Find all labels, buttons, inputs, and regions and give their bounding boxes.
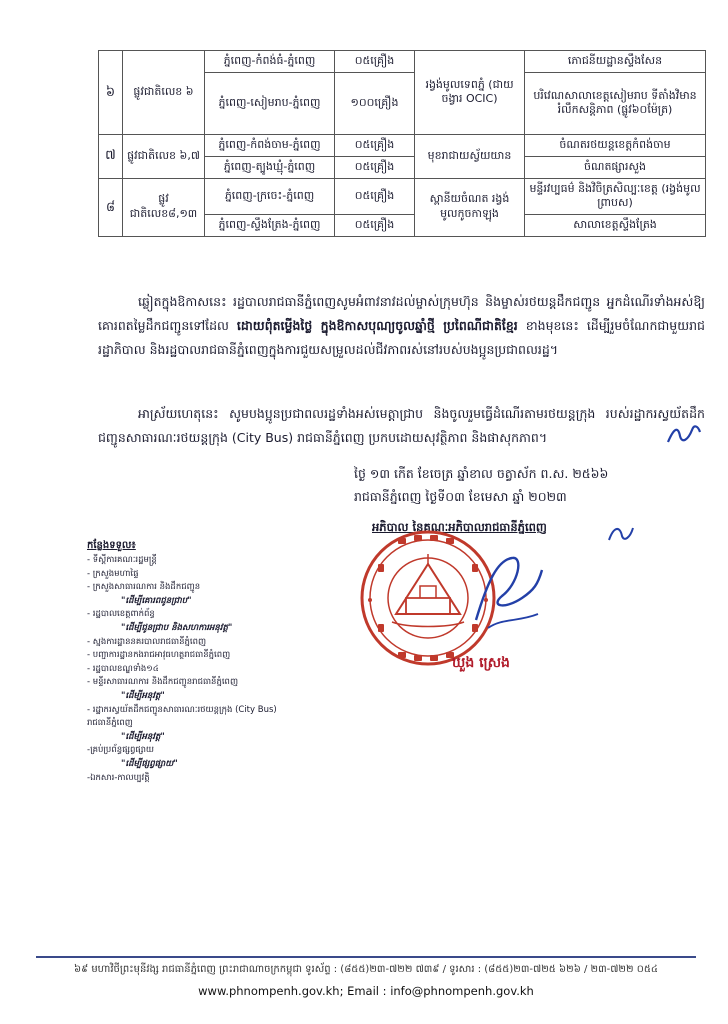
bus-count: ០៥គ្រឿង	[335, 178, 415, 215]
destination: ចំណតផ្សារសួង	[525, 156, 706, 178]
recipient-item: -ឯកសារ-កាលប្បវត្តិ	[87, 772, 150, 783]
recipient-note: "ដើម្បីផ្សព្វផ្សាយ"	[121, 758, 178, 769]
row-number: ៧	[99, 134, 123, 178]
appeal-lead: ឆ្លៀតក្នុងឱកាសនេះ រដ្ឋបាលរាជធានីភ្នំពេញសូមអំពាវនាវដល់ម្ចាស់ក្រុមហ៊ុន និងម្ចាស់រថយន្តដឹកជញ្ជូន អ្នកដំណើរទាំងអស់ឱ្យគោរពតម្លៃដឹកជញ្ជូនទៅដែល	[98, 294, 705, 333]
recipient-note: "ដើម្បីអនុវត្ត"	[121, 690, 165, 701]
departure-station: ស្ពានីយចំណត រង្វង់មូលកូចកាឡុង	[415, 178, 525, 237]
notice-paragraph: អាស្រ័យហេតុនេះ សូមបងប្អូនប្រជាពលរដ្ឋទាំងអស់មេត្តាជ្រាប និងចូលរួមធ្វើដំណើរតាមរថយន្តក្រុង របស់រដ្ឋាករស្វយ័តដឹកជញ្ជូនសាធារណៈរថយន្តក្រុង (City Bus) រាជធានីភ្នំពេញ ប្រកបដោយសុវត្ថិភាព និងផាសុកភាព។	[98, 406, 705, 445]
recipient-item: រាជធានីភ្នំពេញ	[87, 718, 133, 729]
recipient-item: - រដ្ឋាករស្វយ័តដឹកជញ្ជូនសាធារណៈរថយន្តក្រុង (City Bus)	[87, 704, 277, 715]
footer-address: ៦៩ មហាវិថីព្រះមុនីវង្ស រាជធានីភ្នំពេញ ព្រះរាជាណាចក្រកម្ពុជា ទូរស័ព្ទ : (៨៥៥)២៣-៧២២ ៧៣៩ / ទូរសារ : (៨៥៥)២៣-៧២៥ ៦២៦ / ២៣-៧២២ ០៥៤	[74, 964, 658, 975]
bus-count: ០៥គ្រឿង	[335, 134, 415, 156]
appeal-tail: ខាងមុខនេះ ដើម្បីរួមចំណែកជាមួយរាជរដ្ឋាភិបាល និងរដ្ឋបាលរាជធានីភ្នំពេញក្នុងការជួយសម្រួលដល់ជីវភាពរស់នៅរបស់បងប្អូនប្រជាពលរដ្ឋ។	[98, 317, 705, 357]
route-name: ភ្នំពេញ-ស្ទឹងត្រែង-ភ្នំពេញ	[205, 215, 335, 237]
recipient-item: - ស្នងការដ្ឋាននគរបាលរាជធានីភ្នំពេញ	[87, 636, 207, 647]
signatory-title: អភិបាល នៃគណៈអភិបាលរាជធានីភ្នំពេញ	[372, 520, 547, 534]
bus-count: ០៥គ្រឿង	[335, 156, 415, 178]
signatory-name: ឃួង ស្រេង	[452, 655, 510, 671]
recipient-item: - រដ្ឋបាលខណ្ឌទាំង១៤	[87, 663, 159, 674]
recipients-list	[87, 538, 307, 785]
recipient-item: - មន្ទីរសាធារណការ និងដឹកជញ្ជូនរាជធានីភ្នំពេញ	[87, 677, 239, 688]
road-name: ផ្លូវជាតិលេខ ៦	[123, 51, 205, 135]
bus-count: ០៥គ្រឿង	[335, 51, 415, 73]
signature-icon	[468, 540, 548, 640]
destination: ចំណតរថយន្តខេត្តកំពង់ចាម	[525, 134, 706, 156]
destination: សាលាខេត្តស្ទឹងត្រែង	[525, 215, 706, 237]
lunar-date: ថ្ងៃ ១៣ កើត ខែចេត្រ ឆ្នាំខាល ចត្វាស័ក ព.ស. ២៥៦៦	[354, 466, 609, 481]
bus-count: ០៥គ្រឿង	[335, 215, 415, 237]
row-number: ៦	[99, 51, 123, 135]
table-row	[99, 178, 706, 215]
footer-contact	[36, 984, 696, 998]
road-name: ផ្លូវជាតិលេខ៨,១៣	[123, 178, 205, 237]
destination: ភោជនីយដ្ឋានស្ទឹងសែន	[525, 51, 706, 73]
email-label: ; Email :	[339, 984, 391, 998]
handwritten-mark-icon	[664, 418, 704, 448]
destination: មន្ទីរវប្បធម៌ និងវិចិត្រសិល្បៈខេត្ត (រង្វង់មូលព្រាបស)	[525, 178, 706, 215]
handwritten-mark-icon	[606, 520, 636, 546]
table-row	[99, 134, 706, 156]
bus-schedule-table	[98, 50, 706, 237]
solar-date: រាជធានីភ្នំពេញ ថ្ងៃទី០៣ ខែមេសា ឆ្នាំ ២០២៣	[354, 489, 567, 505]
recipients-header: កន្លែងទទួល៖	[87, 540, 136, 551]
recipient-item: - ក្រសួងមហាផ្ទៃ	[87, 568, 139, 579]
appeal-highlight: ដោយពុំតម្លើងថ្លៃ ក្នុងឱកាសបុណ្យចូលឆ្នាំថ្មី ប្រពៃណីជាតិខ្មែរ	[236, 317, 518, 333]
departure-station: រង្វង់មូលទេពភ្នំ (ជាយចង្វារ OCIC)	[415, 51, 525, 135]
recipient-note: "ដើម្បីគោរពជូនជ្រាប"	[121, 595, 192, 606]
destination: បរិវេណសាលាខេត្តសៀមរាប ទីតាំងវិមានរំលឹកសន្ដិភាព (ផ្លូវ៦០ម៉ែត្រ)	[525, 72, 706, 134]
route-name: ភ្នំពេញ-សៀមរាប-ភ្នំពេញ	[205, 72, 335, 134]
date-block	[354, 462, 714, 508]
departure-station: មុខរាជាយស្វ័យយាន	[415, 134, 525, 178]
table-row	[99, 51, 706, 73]
appeal-paragraph	[98, 290, 705, 361]
road-name: ផ្លូវជាតិលេខ ៦,៧	[123, 134, 205, 178]
route-name: ភ្នំពេញ-ក្រចេះ-ភ្នំពេញ	[205, 178, 335, 215]
website-link[interactable]: www.phnompenh.gov.kh	[198, 984, 340, 998]
route-name: ភ្នំពេញ-ត្បូងឃ្មុំ-ភ្នំពេញ	[205, 156, 335, 178]
recipient-item: - ក្រសួងសាធារណការ និងដឹកជញ្ជូន	[87, 582, 201, 593]
row-number: ៨	[99, 178, 123, 237]
email-link[interactable]: info@phnompenh.gov.kh	[390, 984, 534, 998]
route-name: ភ្នំពេញ-កំពង់ធំ-ភ្នំពេញ	[205, 51, 335, 73]
recipient-note: "ដើម្បីអនុវត្ត"	[121, 731, 165, 742]
recipient-item: -គ្រប់ប្រព័ន្ធផ្សព្វផ្សាយ	[87, 745, 155, 756]
recipient-item: - ទីស្ដីការគណៈរដ្ឋមន្ត្រី	[87, 555, 157, 565]
recipient-note: "ដើម្បីជូនជ្រាប និងសហការអនុវត្ត"	[121, 622, 233, 633]
recipient-item: - បញ្ជាការដ្ឋានកងរាជអាវុធហត្ថរាជធានីភ្នំពេញ	[87, 650, 231, 661]
route-name: ភ្នំពេញ-កំពង់ចាម-ភ្នំពេញ	[205, 134, 335, 156]
bus-count: ១០០គ្រឿង	[335, 72, 415, 134]
footer-divider	[36, 956, 696, 958]
recipient-item: - រដ្ឋបាលខេត្តពាក់ព័ន្ធ	[87, 609, 155, 620]
